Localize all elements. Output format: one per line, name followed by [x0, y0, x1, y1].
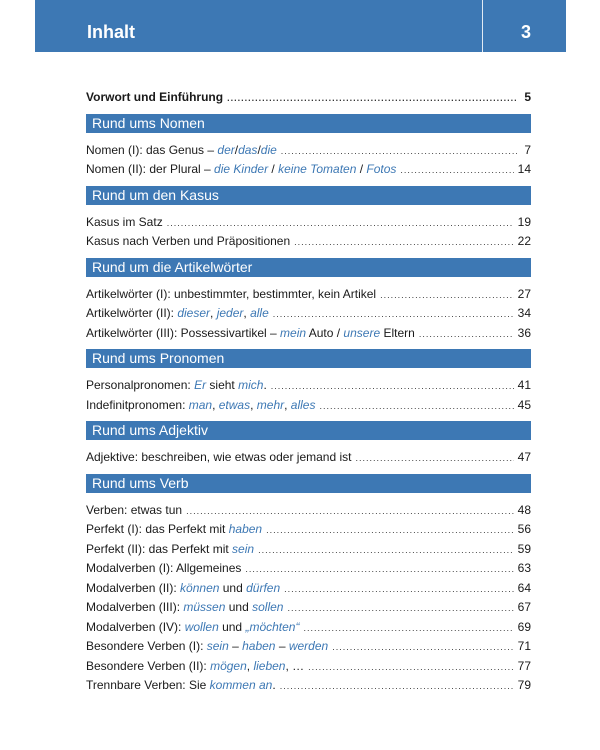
dot-leader: [284, 579, 513, 600]
dot-leader: [280, 676, 514, 697]
example-term: mögen: [210, 658, 247, 673]
example-term: etwas: [218, 397, 251, 412]
toc-entry[interactable]: [86, 304, 531, 324]
toc-entry-label: [86, 396, 315, 416]
toc-entry-page: 48: [517, 502, 531, 517]
entry-text: ,: [246, 658, 254, 673]
toc-entry-label: [86, 559, 241, 579]
toc-entry-label: [86, 448, 351, 468]
toc-entry[interactable]: [86, 160, 531, 180]
toc-entry[interactable]: [86, 598, 531, 618]
example-term: sollen: [252, 600, 284, 614]
toc-entry-label: [86, 213, 163, 233]
toc-entry-label: [86, 520, 262, 540]
example-term: mehr: [256, 397, 285, 412]
example-term: mich: [238, 378, 264, 392]
toc-section: [86, 258, 531, 344]
dot-leader: [227, 88, 517, 109]
example-term: man: [188, 397, 213, 412]
section-heading: Rund ums Nomen: [86, 114, 531, 133]
toc-entry-page: 19: [517, 214, 531, 229]
toc-entry-page: 45: [517, 397, 531, 412]
dot-leader: [332, 637, 513, 658]
example-term: haben: [228, 522, 263, 536]
toc-entry[interactable]: [86, 559, 531, 579]
example-term: kommen: [209, 678, 256, 692]
example-term: alles: [290, 397, 316, 412]
entry-text: Artikelwörter (I): unbestimmter, bestimmter, kein Artikel: [86, 286, 377, 301]
entry-text: Artikelwörter (III): Possessivartikel –: [86, 325, 281, 340]
entry-text: Besondere Verben (I):: [86, 639, 207, 653]
entry-text: Modalverben (IV):: [86, 619, 185, 634]
toc-entry[interactable]: [86, 141, 531, 161]
toc-entry-page: 22: [517, 234, 531, 248]
dot-leader: [419, 324, 514, 345]
toc-entry[interactable]: [86, 501, 531, 521]
toc-entry-page: 71: [517, 639, 531, 653]
example-term: sein: [206, 639, 229, 653]
toc-entry[interactable]: [86, 213, 531, 233]
toc-entry-page: 34: [517, 306, 531, 320]
dot-leader: [281, 141, 517, 162]
entry-text: Modalverben (I): Allgemeines: [86, 561, 242, 575]
toc-entry-label: [86, 540, 254, 560]
entry-text: .: [272, 678, 276, 692]
entry-text: Kasus im Satz: [86, 214, 163, 229]
entry-text: /: [257, 142, 261, 157]
entry-text: ,: [243, 306, 251, 320]
toc-entry-label: [86, 376, 267, 396]
dot-leader: [308, 657, 513, 678]
page-number: 3: [521, 22, 532, 42]
dot-leader: [245, 559, 513, 580]
toc-entry-label: Vorwort und Einführung: [86, 90, 224, 104]
example-term: sein: [232, 541, 255, 556]
entry-text: /: [268, 162, 279, 176]
toc-entry[interactable]: [86, 396, 531, 416]
entry-text: , …: [285, 658, 305, 673]
example-term: mein: [280, 325, 307, 340]
section-heading: Rund ums Verb: [86, 474, 531, 493]
dot-leader: [294, 232, 513, 253]
example-term: können: [180, 580, 220, 595]
toc-entry-label: [86, 618, 299, 638]
example-term: unsere: [343, 325, 381, 340]
example-term: haben: [242, 639, 276, 653]
entry-text: ,: [250, 397, 257, 412]
table-of-contents: [86, 88, 531, 696]
dot-leader: [266, 520, 514, 541]
entry-text: Nomen (I): das Genus –: [86, 142, 218, 157]
toc-entry-page: 69: [517, 619, 531, 634]
example-term: die Kinder: [214, 162, 269, 176]
entry-text: Perfekt (II): das Perfekt mit: [86, 541, 233, 556]
entry-text: Kasus nach Verben und Präpositionen: [86, 234, 291, 248]
entry-text: Indefinitpronomen:: [86, 397, 189, 412]
entry-text: Nomen (II): der Plural –: [86, 162, 215, 176]
entry-text: Trennbare Verben: Sie: [86, 678, 210, 692]
toc-entry-page: 59: [517, 541, 531, 556]
dot-leader: [271, 376, 514, 397]
entry-text: ,: [210, 306, 217, 320]
entry-text: Artikelwörter (II):: [86, 306, 178, 320]
chapter-header-bar: [35, 0, 566, 52]
entry-text: Adjektive: beschreiben, wie etwas oder jemand ist: [86, 450, 352, 464]
example-term: jeder: [216, 306, 244, 320]
section-heading: Rund um den Kasus: [86, 186, 531, 205]
toc-entry[interactable]: [86, 618, 531, 638]
entry-text: Modalverben (III):: [86, 600, 184, 614]
example-term: müssen: [183, 600, 226, 614]
toc-entry-label: [86, 232, 290, 252]
toc-entry-page: 14: [517, 162, 531, 176]
section-heading: Rund ums Pronomen: [86, 349, 531, 368]
toc-entry[interactable]: [86, 579, 531, 599]
example-term: an: [259, 678, 273, 692]
header-divider: [482, 0, 483, 52]
example-term: „möchten“: [245, 619, 300, 634]
example-term: alle: [250, 306, 269, 320]
dot-leader: [355, 448, 513, 469]
entry-text: und: [225, 600, 253, 614]
section-heading: Rund ums Adjektiv: [86, 421, 531, 440]
toc-entry-label: [86, 501, 182, 521]
dot-leader: [319, 396, 513, 417]
toc-entry-page: 79: [517, 678, 531, 692]
toc-entry[interactable]: [86, 676, 531, 696]
example-term: Er: [194, 378, 207, 392]
toc-entry-page: 27: [517, 286, 531, 301]
entry-text: und: [218, 619, 246, 634]
toc-entry[interactable]: [86, 285, 531, 305]
entry-text: .: [263, 378, 267, 392]
toc-section: [86, 421, 531, 468]
toc-sections: [86, 114, 531, 696]
toc-entry[interactable]: [86, 520, 531, 540]
toc-entry[interactable]: [86, 376, 531, 396]
toc-entry[interactable]: [86, 540, 531, 560]
toc-entry[interactable]: [86, 657, 531, 677]
toc-entry-label: [86, 657, 304, 677]
entry-text: Eltern: [380, 325, 415, 340]
toc-entry-page: 63: [517, 561, 531, 575]
toc-entry-page: 47: [517, 450, 531, 464]
toc-entry-label: [86, 324, 415, 344]
example-term: die: [260, 142, 277, 157]
toc-entry-page: 67: [517, 600, 531, 614]
entry-text: Perfekt (I): das Perfekt mit: [86, 522, 229, 536]
entry-text: und: [219, 580, 247, 595]
entry-text: –: [275, 639, 289, 653]
toc-entry[interactable]: [86, 637, 531, 657]
toc-entry-label: [86, 598, 283, 618]
toc-entry-label: [86, 304, 269, 324]
entry-text: Personalpronomen:: [86, 378, 195, 392]
toc-entry-page: 64: [517, 580, 531, 595]
dot-leader: [400, 160, 513, 181]
toc-entry-page: 77: [517, 658, 531, 673]
entry-text: Auto /: [306, 325, 344, 340]
dot-leader: [186, 501, 514, 522]
toc-section: [86, 114, 531, 180]
entry-text: Besondere Verben (II):: [86, 658, 211, 673]
toc-entry-label: [86, 676, 276, 696]
toc-section: [86, 186, 531, 252]
toc-entry-intro[interactable]: [86, 88, 531, 108]
entry-text: sieht: [206, 378, 239, 392]
toc-entry[interactable]: [86, 232, 531, 252]
example-term: Fotos: [366, 162, 397, 176]
dot-leader: [287, 598, 513, 619]
toc-entry-label: [86, 579, 280, 599]
dot-leader: [303, 618, 513, 639]
example-term: keine Tomaten: [278, 162, 357, 176]
example-term: dieser: [177, 306, 211, 320]
entry-text: ,: [212, 397, 219, 412]
toc-section: [86, 474, 531, 696]
example-term: lieben: [253, 658, 286, 673]
toc-entry-label: [86, 637, 328, 657]
toc-entry-page: 56: [517, 522, 531, 536]
toc-entry-label: [86, 285, 376, 305]
example-term: wollen: [184, 619, 219, 634]
toc-entry-page: 41: [517, 378, 531, 392]
entry-text: Verben: etwas tun: [86, 502, 183, 517]
entry-text: ,: [284, 397, 291, 412]
toc-entry-page: 7: [524, 142, 531, 157]
example-term: das: [238, 142, 258, 157]
dot-leader: [167, 213, 514, 234]
dot-leader: [258, 540, 514, 561]
toc-entry-label: [86, 160, 396, 180]
entry-text: Modalverben (II):: [86, 580, 181, 595]
example-term: werden: [288, 639, 329, 653]
chapter-title: Inhalt: [87, 22, 135, 42]
entry-text: –: [228, 639, 243, 653]
toc-entry[interactable]: [86, 324, 531, 344]
toc-section: [86, 349, 531, 415]
toc-entry-label: [86, 141, 277, 161]
toc-entry-page: 36: [517, 325, 531, 340]
entry-text: /: [356, 162, 367, 176]
example-term: dürfen: [246, 580, 281, 595]
dot-leader: [273, 304, 514, 325]
toc-entry-page: 5: [524, 90, 531, 104]
example-term: der: [217, 142, 235, 157]
section-heading: Rund um die Artikelwörter: [86, 258, 531, 277]
dot-leader: [380, 285, 514, 306]
entry-text: /: [234, 142, 239, 157]
toc-entry[interactable]: [86, 448, 531, 468]
